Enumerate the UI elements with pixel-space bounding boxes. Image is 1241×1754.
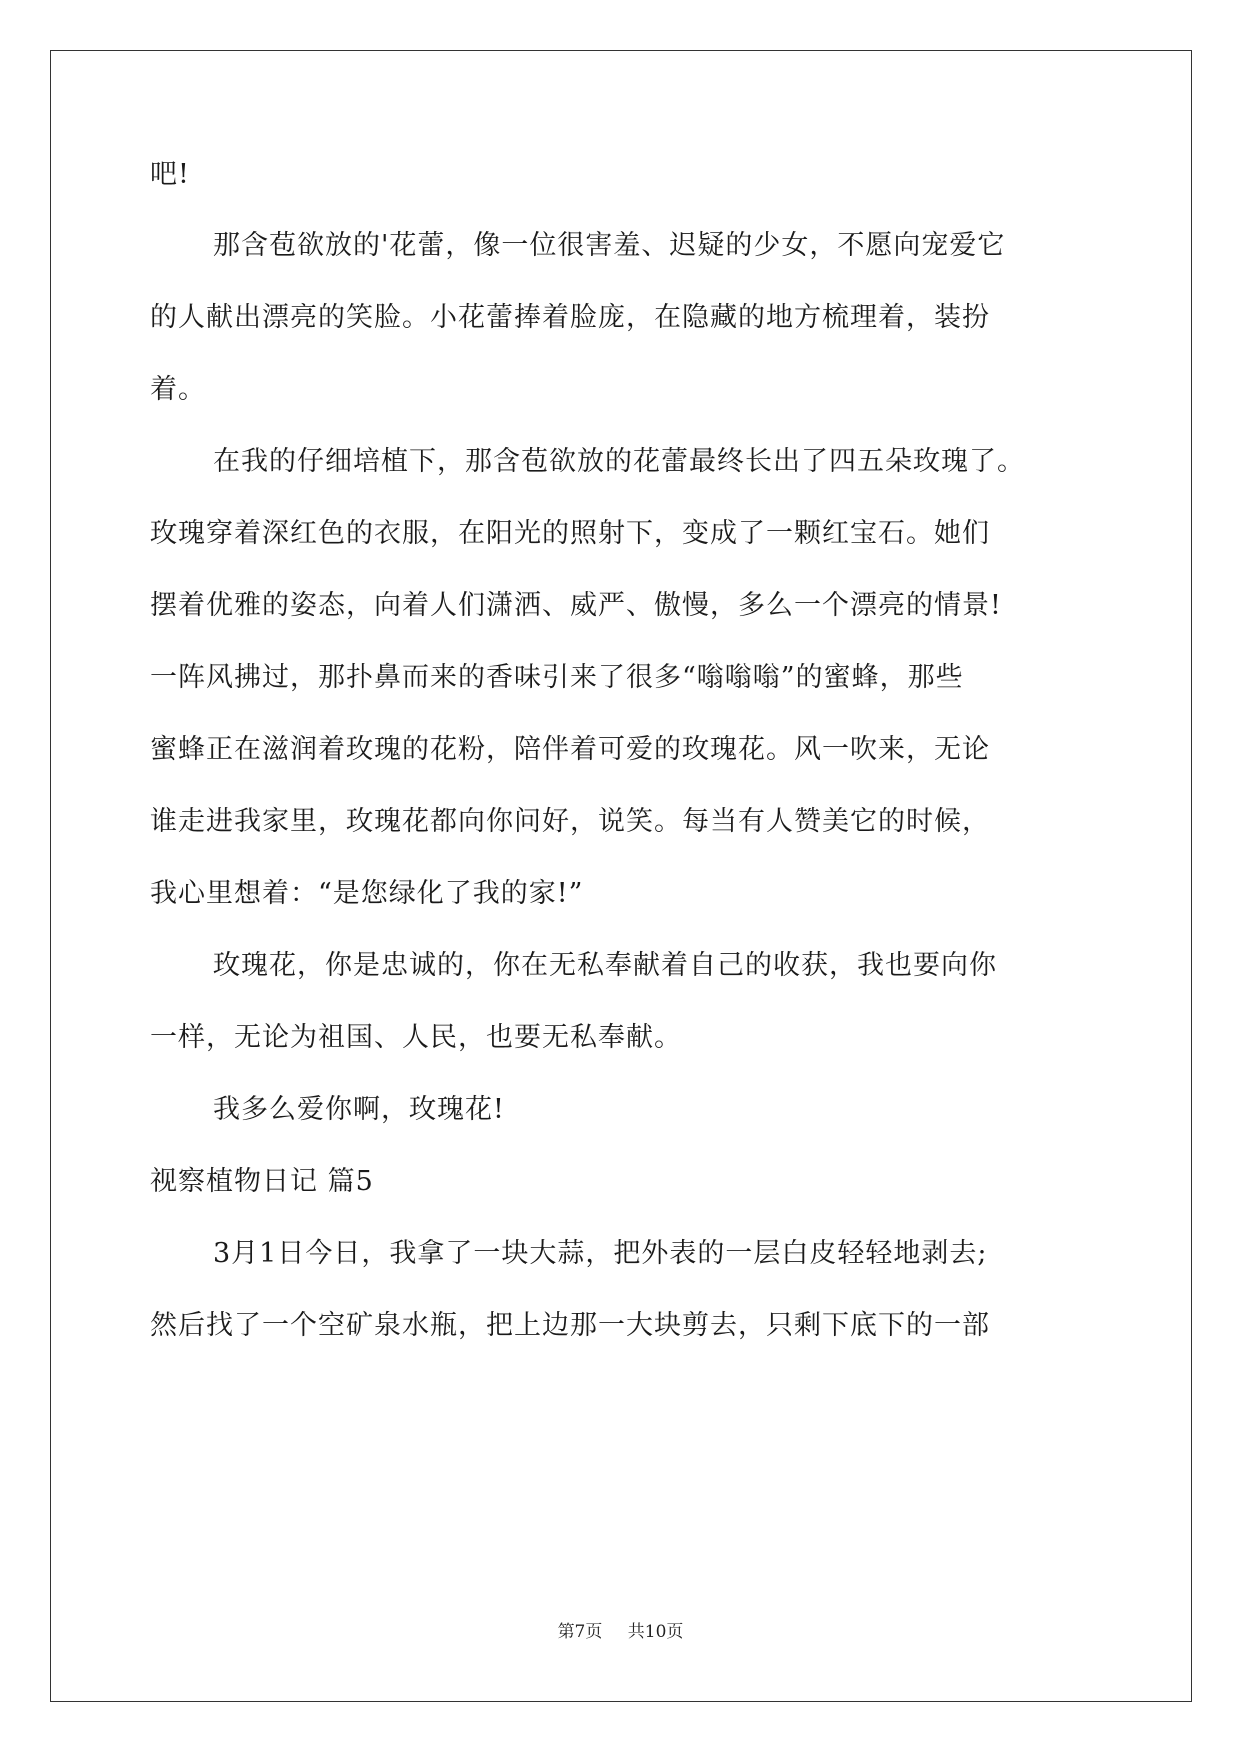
text-line: 一样，无论为祖国、人民，也要无私奉献。 xyxy=(150,1022,682,1053)
text-line: 那含苞欲放的'花蕾，像一位很害羞、迟疑的少女，不愿向宠爱它 xyxy=(213,230,1006,261)
text-line: 着。 xyxy=(150,374,206,405)
text-line: 摆着优雅的姿态，向着人们潇洒、威严、傲慢，多么一个漂亮的情景! xyxy=(150,590,1002,621)
text-line: 3月1日今日，我拿了一块大蒜，把外表的一层白皮轻轻地剥去; xyxy=(213,1238,988,1269)
text-line: 的人献出漂亮的笑脸。小花蕾捧着脸庞，在隐藏的地方梳理着，装扮 xyxy=(150,302,990,333)
text-line: 吧! xyxy=(150,159,190,190)
text-line: 玫瑰花，你是忠诚的，你在无私奉献着自己的收获，我也要向你 xyxy=(213,950,997,981)
section-heading: 视察植物日记 篇5 xyxy=(150,1166,374,1197)
text-line: 在我的仔细培植下，那含苞欲放的花蕾最终长出了四五朵玫瑰了。 xyxy=(213,446,1025,477)
text-line: 我心里想着：“是您绿化了我的家!” xyxy=(150,878,584,909)
text-line: 玫瑰穿着深红色的衣服，在阳光的照射下，变成了一颗红宝石。她们 xyxy=(150,518,990,549)
text-line: 一阵风拂过，那扑鼻而来的香味引来了很多“嗡嗡嗡”的蜜蜂，那些 xyxy=(150,662,964,693)
text-line: 谁走进我家里，玫瑰花都向你问好，说笑。每当有人赞美它的时候， xyxy=(150,806,990,837)
page-footer xyxy=(0,1617,1241,1642)
text-line: 蜜蜂正在滋润着玫瑰的花粉，陪伴着可爱的玫瑰花。风一吹来，无论 xyxy=(150,734,990,765)
page-number: 第7页 xyxy=(557,1622,603,1642)
page-total: 共10页 xyxy=(627,1622,684,1642)
text-line: 我多么爱你啊，玫瑰花! xyxy=(213,1094,505,1125)
text-line: 然后找了一个空矿泉水瓶，把上边那一大块剪去，只剩下底下的一部 xyxy=(150,1310,990,1341)
